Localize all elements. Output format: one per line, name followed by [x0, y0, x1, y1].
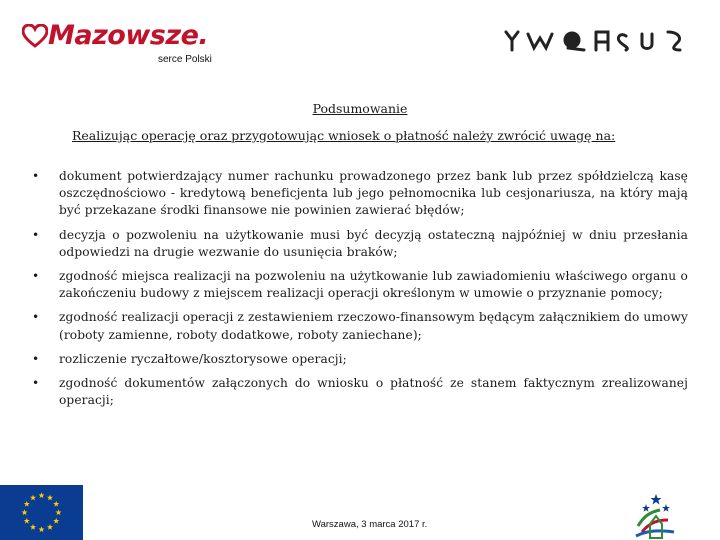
list-item-text: decyzja o pozwoleniu na użytkowanie musi być decyzją ostateczną najpóźniej w dniu przesłania odpowiedzi na drugie wezwanie do usunięcia braków; — [59, 227, 688, 259]
bullet: • — [32, 351, 40, 366]
eu-flag-icon — [0, 485, 83, 540]
intro-text: Realizując operację oraz przygotowując wniosek o płatność należy zwrócić uwagę na: — [72, 128, 616, 143]
requirements-list — [32, 168, 688, 416]
bullet: • — [32, 310, 40, 325]
mazowsze-heart-icon — [22, 24, 48, 48]
list-item-text: zgodność miejsca realizacji na pozwoleniu na użytkowanie lub zawiadomieniu właściwego organu o zakończeniu budowy z miejscem realizacji operacji określonym w umowie o przyznanie pomocy; — [59, 269, 688, 301]
bullet: • — [32, 227, 40, 242]
list-item — [32, 351, 688, 368]
list-item-text: zgodność dokumentów załączonych do wniosku o płatność ze stanem faktycznym zrealizowanej operacji; — [59, 376, 688, 408]
list-item — [32, 227, 688, 261]
list-item-text: dokument potwierdzający numer rachunku prowadzonego przez bank lub przez spółdzielczą kasę oszczędnościowo - kredytową beneficjenta lub jego pełnomocnika lub cesjonariusza, na który mają być przekazane środki finansowe nie powinien zawierać błędów; — [59, 169, 688, 218]
list-item — [32, 268, 688, 302]
bullet: • — [32, 269, 40, 284]
brand-tagline: serce Polski — [158, 54, 212, 65]
bullet: • — [32, 376, 40, 391]
list-item-text: zgodność realizacji operacji z zestawieniem rzeczowo-finansowym będącym załącznikiem do umowy (roboty zamienne, roboty dodatkowe, roboty zaniechane); — [59, 310, 688, 342]
footer-date: Warszawa, 3 marca 2017 r. — [312, 519, 428, 530]
prow-logo-icon — [630, 486, 720, 540]
list-item — [32, 168, 688, 220]
brand-name: Mazowsze. — [48, 20, 209, 51]
list-item — [32, 375, 688, 409]
bullet: • — [32, 169, 40, 183]
list-item-text: rozliczenie ryczałtowe/kosztorysowe operacji; — [59, 351, 347, 366]
list-item — [32, 309, 688, 343]
leader-logo-icon — [502, 28, 702, 52]
page-title: Podsumowanie — [312, 101, 408, 116]
